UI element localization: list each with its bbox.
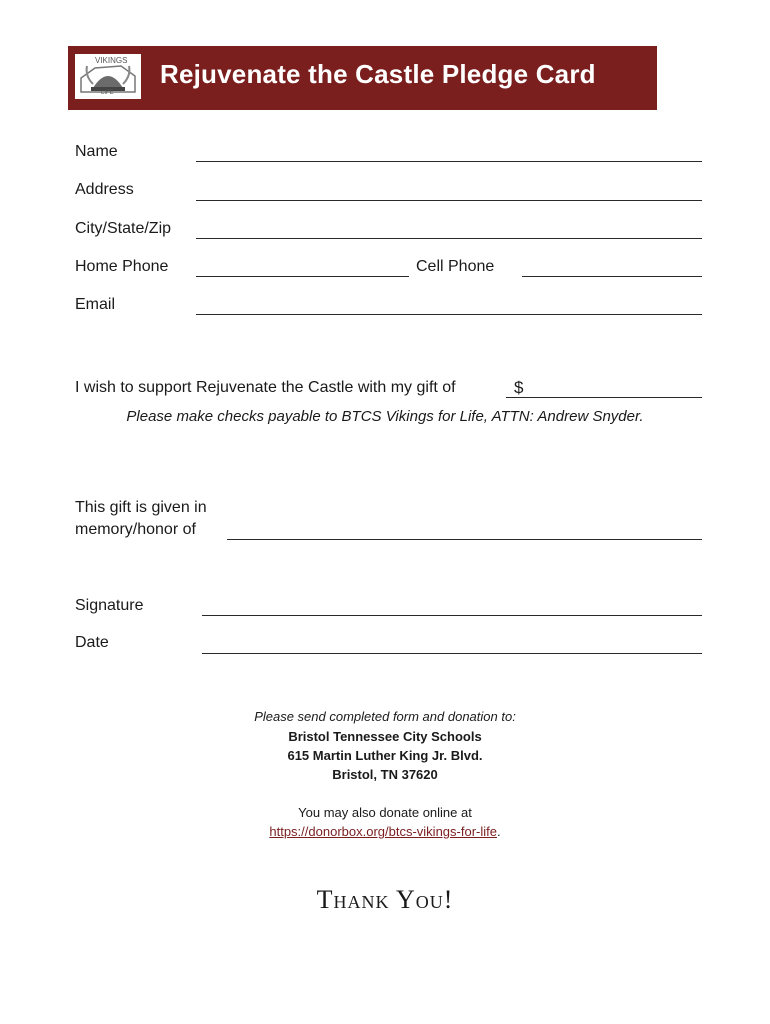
email-label: Email bbox=[75, 296, 116, 313]
mailing-org: Bristol Tennessee City Schools bbox=[288, 729, 482, 744]
name-label: Name bbox=[75, 143, 118, 160]
email-field[interactable] bbox=[196, 314, 702, 315]
donorbox-link[interactable]: https://donorbox.org/btcs-vikings-for-life bbox=[269, 824, 497, 839]
name-field[interactable] bbox=[196, 161, 702, 162]
date-field[interactable] bbox=[202, 653, 702, 654]
header-banner bbox=[68, 46, 657, 110]
address-field[interactable] bbox=[196, 200, 702, 201]
mailing-street: 615 Martin Luther King Jr. Blvd. bbox=[287, 748, 483, 763]
address-label: Address bbox=[75, 181, 134, 198]
link-suffix: . bbox=[496, 824, 501, 839]
logo-text-top: VIKINGS bbox=[95, 56, 128, 65]
date-label: Date bbox=[75, 634, 109, 651]
home-phone-field[interactable] bbox=[196, 276, 409, 277]
thank-you-text: Thank You! bbox=[316, 885, 454, 914]
page-title: Rejuvenate the Castle Pledge Card bbox=[160, 59, 596, 89]
home-phone-label: Home Phone bbox=[75, 258, 169, 275]
gift-label: I wish to support Rejuvenate the Castle with my gift of bbox=[75, 379, 456, 396]
memory-honor-field[interactable] bbox=[227, 539, 702, 540]
currency-symbol: $ bbox=[514, 378, 524, 397]
city-state-zip-label: City/State/Zip bbox=[75, 220, 172, 237]
cell-phone-field[interactable] bbox=[522, 276, 702, 277]
checks-payable-note: Please make checks payable to BTCS Vikings for Life, ATTN: Andrew Snyder. bbox=[126, 408, 644, 425]
cell-phone-label: Cell Phone bbox=[416, 258, 495, 275]
vikings-for-life-logo bbox=[75, 54, 141, 99]
signature-field[interactable] bbox=[202, 615, 702, 616]
mailing-city: Bristol, TN 37620 bbox=[332, 767, 438, 782]
memory-label-line1: This gift is given in bbox=[75, 499, 207, 516]
logo-text-bottom: LIFE bbox=[101, 90, 114, 96]
city-state-zip-field[interactable] bbox=[196, 238, 702, 239]
mailing-intro: Please send completed form and donation to: bbox=[254, 709, 516, 724]
memory-label-line2: memory/honor of bbox=[75, 521, 196, 538]
gift-amount-field[interactable] bbox=[506, 397, 702, 398]
signature-label: Signature bbox=[75, 597, 144, 614]
online-intro: You may also donate online at bbox=[298, 805, 472, 820]
online-link-line bbox=[0, 824, 770, 839]
